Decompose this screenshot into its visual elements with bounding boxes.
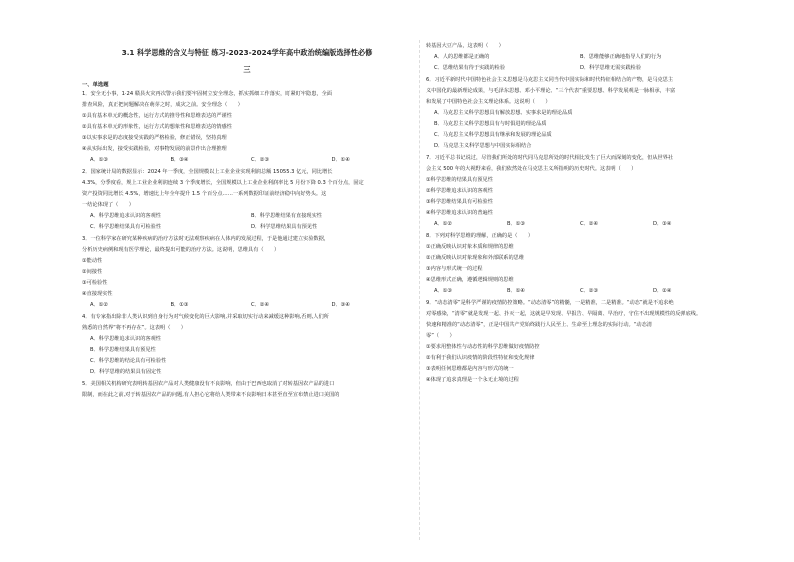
question-5-continued: 转基因大豆产品，这表明（ ） A．人的思维都是正确的 B．思维能够正确地指导人们的行为 C．思维结果有待于实践的检验 D．科学思维无需实践检验 xyxy=(426,41,726,74)
question-5-options-row1: A．人的思维都是正确的 B．思维能够正确地指导人们的行为 xyxy=(434,54,662,60)
question-3-options: A．①② B．①③ C．②④ D．③④ xyxy=(90,302,350,308)
question-1: 1．安全无小事，1·24 赣县火灾再次警示我们要牢固树立安全理念，抓实抓细工作落实，盯紧盯牢隐患，全面 排查风险，真正把问题解决在萌芽之时，成灾之前。安全理念（ ） ①具有基本单元的概念性，运行方式的推导性和思维表达的严谨性 ②具有基本单元的形象性，运行方式的想象性和思维表达的情感性 ③以实事求是的态度接受实践的严格检验，修正错误，坚持真理 ④从实际出发，接受实践检验，对事物发展的前景作出合理推理 A．①③ B．③④ C．②③ D．①④ xyxy=(82,89,412,166)
question-7: 7．习近平总书记说过，尽管我们所处的时代同马克思所处的时代相比发生了巨大而深刻的变化，但从世界社 会主义 500 年的大视野来看，我们依然处在马克思主义所指明的历史时代。这表明（ ） ①科学思维的结果具有预见性 ②科学思维追求认识的客观性 ③科学思维结果具有可检验性 ④科学思维追求认识的普遍性 A．①② B．①③ C．②④ D．③④ xyxy=(426,153,726,230)
question-2: 2．国家统计局的数据显示：2024 年一季度，全国规模以上工业企业实现利润总额 15055.3 亿元，同比增长 4.3%，分季度看，规上工业企业利润连续 3 个季度增长，全国规模以上工业企业利润率比 5 月份下降 0.3 个百分点，固定 资产投资同比增长 4.5%，增速比上年全年提升 1.5 个百分点……一系列数据印证前经济稳中向好势头。这 一结论体现了（ ） A．科学思维追求认识的客观性 B．科学思维结果有直接现实性 C．科学思维结果具有可检验性 D．科学思维结果具有预见性 xyxy=(82,167,412,233)
question-2-options-row2: C．科学思维结果具有可检验性 D．科学思维结果具有预见性 xyxy=(90,224,318,230)
question-9: 9．“动态清零”是科学严谨的疫情防控策略。“动态清零”的精髓，一是精准，二是精准。“动态”就是不追求绝 对零感染，“清零”就是发现一起、扑灭一起，这就是早发现、早报告、早隔离、早治疗，守住不出现规模性的反弹底线。 快速和精准的“动态清零”，正是中国共产党始终践行人民至上、生命至上理念的实际行动。“动态清 零”（ ） ①要求用整体性与动态性的科学思维做好疫情防控 ②有利于我们认识疫情的阶段性特征和变化规律 ③表明任何思维都是内容与形式的统一 ④体现了追求真理是一个永无止境的过程 xyxy=(426,300,702,383)
question-5-options-row2: C．思维结果有待于实践的检验 D．科学思维无需实践检验 xyxy=(434,65,642,71)
question-5: 5．美国相关机构研究表明转基因农产品对人类健康没有不良影响，但由于巴西也取消了对转基因农产品的进口 限制，而在此之前,对于转基因农产品的问题,有人担心它将给人类带来不良影响日本甚至直至宣布禁止进口美国的 xyxy=(82,381,340,398)
question-7-options: A．①② B．①③ C．②④ D．③④ xyxy=(434,221,672,227)
question-8-options: A．①③ B．①④ C．②③ D．②④ xyxy=(434,288,672,294)
column-divider xyxy=(419,40,420,540)
section-heading: 一、单选题 xyxy=(82,82,109,88)
question-8: 8．下列对科学思维的理解，正确的是（ ） ①正确反映认识对象本质和规律的思维 ②正确反映认识对象现象和外部联系的思维 ③内容与形式统一的过程 ④思维形式正确，遵循逻辑规则的思维 A．①③ B．①④ C．②③ D．②④ xyxy=(426,231,726,297)
right-column xyxy=(426,0,726,386)
question-1-options: A．①③ B．③④ C．②③ D．①④ xyxy=(90,157,350,163)
left-column xyxy=(82,0,412,401)
document-title: 3.1 科学思维的含义与特征 练习-2023-2024学年高中政治统编版选择性必修 三 xyxy=(121,48,373,74)
question-3: 3．一位科学家在研究某种疾病的治疗方法时无法观察疾病在人体内的发展过程，于是他通过建立实验数据， 分析历史病例和现有医学理论，最终提出可能的治疗方法。这说明，思维具有（ ） ①能动性 ②间接性 ③可检验性 ④直接现实性 A．①② B．①③ C．②④ D．③④ xyxy=(82,234,412,311)
question-4: 4．有专家指出除非人类认识到自身行为对气候变化的巨大影响,并采取切实行动来减缓这种影响,否则,人们所 熟悉的自然界“将不再存在”。这表明（ ） A．科学思维追求认识的客观性 B．科学思维结果具有预见性 C．科学思维的结论具有可检验性 D．科学思维的结果具有固定性 xyxy=(82,314,329,375)
question-6: 6．习近平新时代中国特色社会主义思想是马克思主义同当代中国实际和时代特征相结合的产物，是马克思主 义中国化的最新理论成果，与毛泽东思想、邓小平理论、“三个代表”重要思想、科学发展观是一脉相承，丰富 和发展了中国特色社会主义理论体系。这说明（ ） A．马克思主义科学思想具有解放思想、实事求是的理论品质 B．马克思主义科学思想具有与时俱进的理论品质 C．马克思主义科学思想具有继承和发展的理论品质 D．马克思主义科学思想与中国实际相结合 xyxy=(426,77,676,149)
question-2-options-row1: A．科学思维追求认识的客观性 B．科学思维结果有直接现实性 xyxy=(90,213,322,219)
